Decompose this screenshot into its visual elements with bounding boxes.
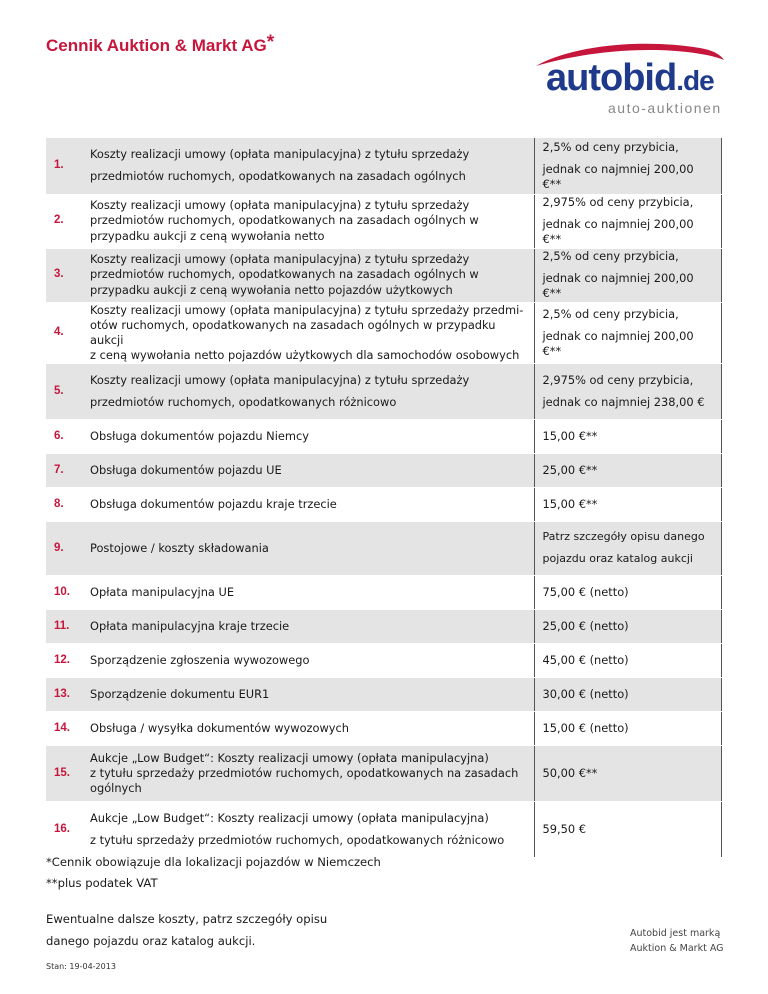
row-description [82, 419, 534, 453]
price-line: jednak co najmniej 238,00 € [542, 394, 705, 409]
price-table-body [46, 138, 722, 857]
row-number: 13. [46, 677, 82, 711]
description-line: z tytułu sprzedaży przedmiotów ruchomych, opodatkowanych różnicowo [90, 832, 505, 847]
extra-line-1: Ewentualne dalsze koszty, patrz szczegóły opisu [46, 912, 328, 926]
price-row [46, 419, 722, 453]
row-number: 16. [46, 801, 82, 857]
brand-note [610, 926, 730, 956]
price-line: 45,00 € (netto) [542, 652, 629, 667]
row-description [82, 609, 534, 643]
price-row [46, 575, 722, 609]
document-title [46, 32, 275, 58]
title-star: * [266, 32, 275, 53]
row-price [534, 487, 722, 521]
row-price [534, 575, 722, 609]
row-price [534, 194, 722, 248]
description-line: Koszty realizacji umowy (opłata manipulacyjna) z tytułu sprzedaży przedmi- [90, 302, 524, 317]
row-description [82, 643, 534, 677]
price-line: 30,00 € (netto) [542, 686, 629, 701]
description-line: przedmiotów ruchomych, opodatkowanych na zasadach ogólnych w [90, 213, 479, 228]
row-number: 9. [46, 521, 82, 575]
row-number: 2. [46, 194, 82, 248]
row-price [534, 419, 722, 453]
description-line: Obsługa dokumentów pojazdu UE [90, 462, 282, 477]
row-price [534, 521, 722, 575]
description-line: przedmiotów ruchomych, opodatkowanych na zasadach ogólnych [90, 169, 466, 184]
row-description [82, 487, 534, 521]
description-line: Obsługa / wysyłka dokumentów wywozowych [90, 720, 350, 735]
row-description [82, 194, 534, 248]
price-row [46, 194, 722, 248]
title-text: Cennik Auktion & Markt AG [46, 36, 267, 55]
row-description [82, 302, 534, 363]
logo-wordmark [546, 57, 714, 100]
description-line: Postojowe / koszty składowania [90, 540, 269, 555]
row-number: 12. [46, 643, 82, 677]
row-price [534, 609, 722, 643]
row-number: 10. [46, 575, 82, 609]
description-line: otów ruchomych, opodatkowanych na zasadach ogólnych w przypadku aukcji [90, 317, 496, 347]
row-description [82, 745, 534, 801]
description-line: Aukcje „Low Budget“: Koszty realizacji umowy (opłata manipulacyjna) [90, 810, 489, 825]
logo-tld: .de [676, 65, 714, 96]
row-price [534, 363, 722, 419]
row-number: 4. [46, 302, 82, 363]
price-row [46, 363, 722, 419]
description-line: Koszty realizacji umowy (opłata manipulacyjna) z tytułu sprzedaży [90, 372, 470, 387]
price-line: 59,50 € [542, 821, 586, 836]
row-price [534, 302, 722, 363]
extra-costs-note [46, 908, 327, 952]
row-number: 5. [46, 363, 82, 419]
row-description [82, 575, 534, 609]
price-line: 50,00 €** [542, 765, 598, 780]
row-number: 15. [46, 745, 82, 801]
price-line: 2,5% od ceny przybicia, [542, 248, 679, 263]
price-line: Patrz szczegóły opisu danego [542, 530, 705, 544]
price-line: jednak co najmniej 200,00 €** [542, 328, 694, 358]
row-description [82, 248, 534, 302]
row-description [82, 677, 534, 711]
document-date: Stan: 19-04-2013 [46, 962, 116, 971]
description-line: przypadku aukcji z ceną wywołania netto [90, 228, 325, 243]
row-number: 1. [46, 138, 82, 194]
price-row [46, 138, 722, 194]
price-row [46, 248, 722, 302]
description-line: Koszty realizacji umowy (opłata manipulacyjna) z tytułu sprzedaży [90, 252, 470, 267]
row-price [534, 248, 722, 302]
description-line: Aukcje „Low Budget“: Koszty realizacji umowy (opłata manipulacyjna) [90, 750, 489, 765]
price-line: 2,975% od ceny przybicia, [542, 372, 694, 387]
price-row [46, 521, 722, 575]
price-table [46, 138, 722, 858]
price-row [46, 609, 722, 643]
row-price [534, 643, 722, 677]
price-row [46, 643, 722, 677]
row-number: 7. [46, 453, 82, 487]
price-line: 2,5% od ceny przybicia, [542, 139, 679, 154]
row-price [534, 138, 722, 194]
row-price [534, 677, 722, 711]
description-line: Sporządzenie dokumentu EUR1 [90, 686, 270, 701]
footnote-location: *Cennik obowiązuje dla lokalizacji pojazdów w Niemczech [46, 855, 381, 869]
description-line: przypadku aukcji z ceną wywołania netto pojazdów użytkowych [90, 282, 453, 297]
price-line: 2,5% od ceny przybicia, [542, 306, 679, 321]
price-row [46, 487, 722, 521]
price-row [46, 745, 722, 801]
row-price [534, 453, 722, 487]
row-price [534, 711, 722, 745]
price-line: jednak co najmniej 200,00 €** [542, 270, 694, 301]
row-price [534, 801, 722, 857]
row-description [82, 138, 534, 194]
footnote-vat: **plus podatek VAT [46, 876, 158, 890]
brand-line-1: Autobid jest marką [630, 928, 721, 939]
price-line: 15,00 €** [542, 428, 598, 443]
description-line: z tytułu sprzedaży przedmiotów ruchomych, opodatkowanych na zasadach [90, 765, 519, 780]
price-line: pojazdu oraz katalog aukcji [542, 551, 693, 565]
price-line: 15,00 € (netto) [542, 720, 629, 735]
price-line: 2,975% od ceny przybicia, [542, 194, 694, 209]
row-number: 6. [46, 419, 82, 453]
price-row [46, 453, 722, 487]
price-line: 75,00 € (netto) [542, 584, 629, 599]
description-line: przedmiotów ruchomych, opodatkowanych na zasadach ogólnych w [90, 267, 479, 282]
price-line: jednak co najmniej 200,00 €** [542, 161, 694, 191]
description-line: Koszty realizacji umowy (opłata manipulacyjna) z tytułu sprzedaży [90, 198, 470, 213]
price-line: 25,00 €** [542, 462, 598, 477]
brand-line-2: Auktion & Markt AG [630, 943, 724, 954]
row-description [82, 521, 534, 575]
row-description [82, 801, 534, 857]
price-row [46, 801, 722, 857]
row-price [534, 745, 722, 801]
description-line: Opłata manipulacyjna kraje trzecie [90, 618, 290, 633]
description-line: Opłata manipulacyjna UE [90, 584, 235, 599]
description-line: ogólnych [90, 780, 142, 795]
footnotes [46, 852, 381, 894]
description-line: Obsługa dokumentów pojazdu Niemcy [90, 428, 309, 443]
extra-line-2: danego pojazdu oraz katalog aukcji. [46, 934, 256, 948]
price-line: 25,00 € (netto) [542, 618, 629, 633]
row-description [82, 363, 534, 419]
logo-subtitle: auto-auktionen [608, 100, 722, 116]
price-line: 15,00 €** [542, 496, 598, 511]
logo-word: autobid [546, 57, 677, 99]
price-row [46, 677, 722, 711]
row-description [82, 711, 534, 745]
row-description [82, 453, 534, 487]
description-line: z ceną wywołania netto pojazdów użytkowych dla samochodów osobowych [90, 347, 520, 362]
autobid-logo [530, 40, 730, 120]
description-line: przedmiotów ruchomych, opodatkowanych różnicowo [90, 394, 397, 409]
price-row [46, 302, 722, 363]
description-line: Koszty realizacji umowy (opłata manipulacyjna) z tytułu sprzedaży [90, 147, 470, 162]
row-number: 11. [46, 609, 82, 643]
row-number: 8. [46, 487, 82, 521]
row-number: 3. [46, 248, 82, 302]
price-line: jednak co najmniej 200,00 €** [542, 216, 694, 247]
price-row [46, 711, 722, 745]
description-line: Obsługa dokumentów pojazdu kraje trzecie [90, 496, 337, 511]
description-line: Sporządzenie zgłoszenia wywozowego [90, 652, 310, 667]
row-number: 14. [46, 711, 82, 745]
